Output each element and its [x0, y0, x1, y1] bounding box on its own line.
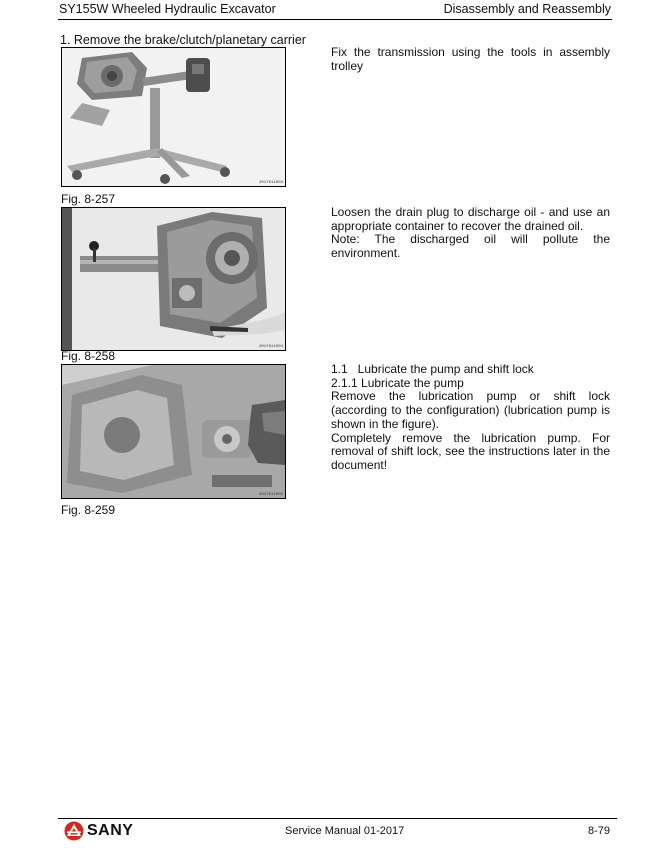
figure-8-259: [61, 364, 286, 499]
instruction-block-2: [331, 206, 610, 261]
header-title: SY155W Wheeled Hydraulic Excavator: [59, 2, 276, 16]
figure-8-257-image: [62, 48, 285, 186]
header-section: Disassembly and Reassembly: [443, 2, 611, 16]
subheading: 1.1 Lubricate the pump and shift lock: [331, 362, 534, 376]
figure-code: 2017011003: [258, 181, 283, 185]
subheading: 2.1.1 Lubricate the pump: [331, 375, 464, 390]
instruction-block-1: [331, 46, 610, 73]
paragraph: Fix the transmission using the tools in assembly trolley: [331, 45, 610, 73]
footer-manual: Service Manual 01-2017: [285, 825, 405, 837]
sany-logo: [63, 821, 147, 841]
sany-logo-icon: [63, 821, 85, 841]
brand-name: SANY: [87, 822, 134, 839]
figure-caption: Fig. 8-259: [61, 503, 116, 517]
paragraph: Completely remove the lubrication pump. For removal of shift lock, see the instructions later in the document!: [331, 430, 610, 472]
note: Note: The discharged oil will pollute the environment.: [331, 232, 610, 261]
figure-8-258: [61, 207, 286, 351]
figure-8-257: [61, 47, 286, 187]
footer-rule: [58, 818, 617, 819]
section-title: 1. Remove the brake/clutch/planetary carrier: [60, 33, 306, 47]
figure-code: 2017011005: [258, 493, 283, 497]
paragraph: Remove the lubrication pump or shift lock (according to the configuration) (lubrication pump is shown in the figure).: [331, 389, 610, 431]
figure-caption: Fig. 8-258: [61, 349, 116, 363]
page-number: 8-79: [588, 825, 611, 837]
figure-caption: Fig. 8-257: [61, 192, 116, 206]
instruction-block-3: [331, 363, 610, 473]
figure-code: 2017011004: [258, 345, 283, 349]
paragraph: Loosen the drain plug to discharge oil - and use an appropriate container to recover the drained oil.: [331, 205, 610, 233]
figure-8-259-image: [62, 365, 285, 498]
figure-8-258-image: [62, 208, 285, 350]
header-rule: [58, 19, 612, 20]
